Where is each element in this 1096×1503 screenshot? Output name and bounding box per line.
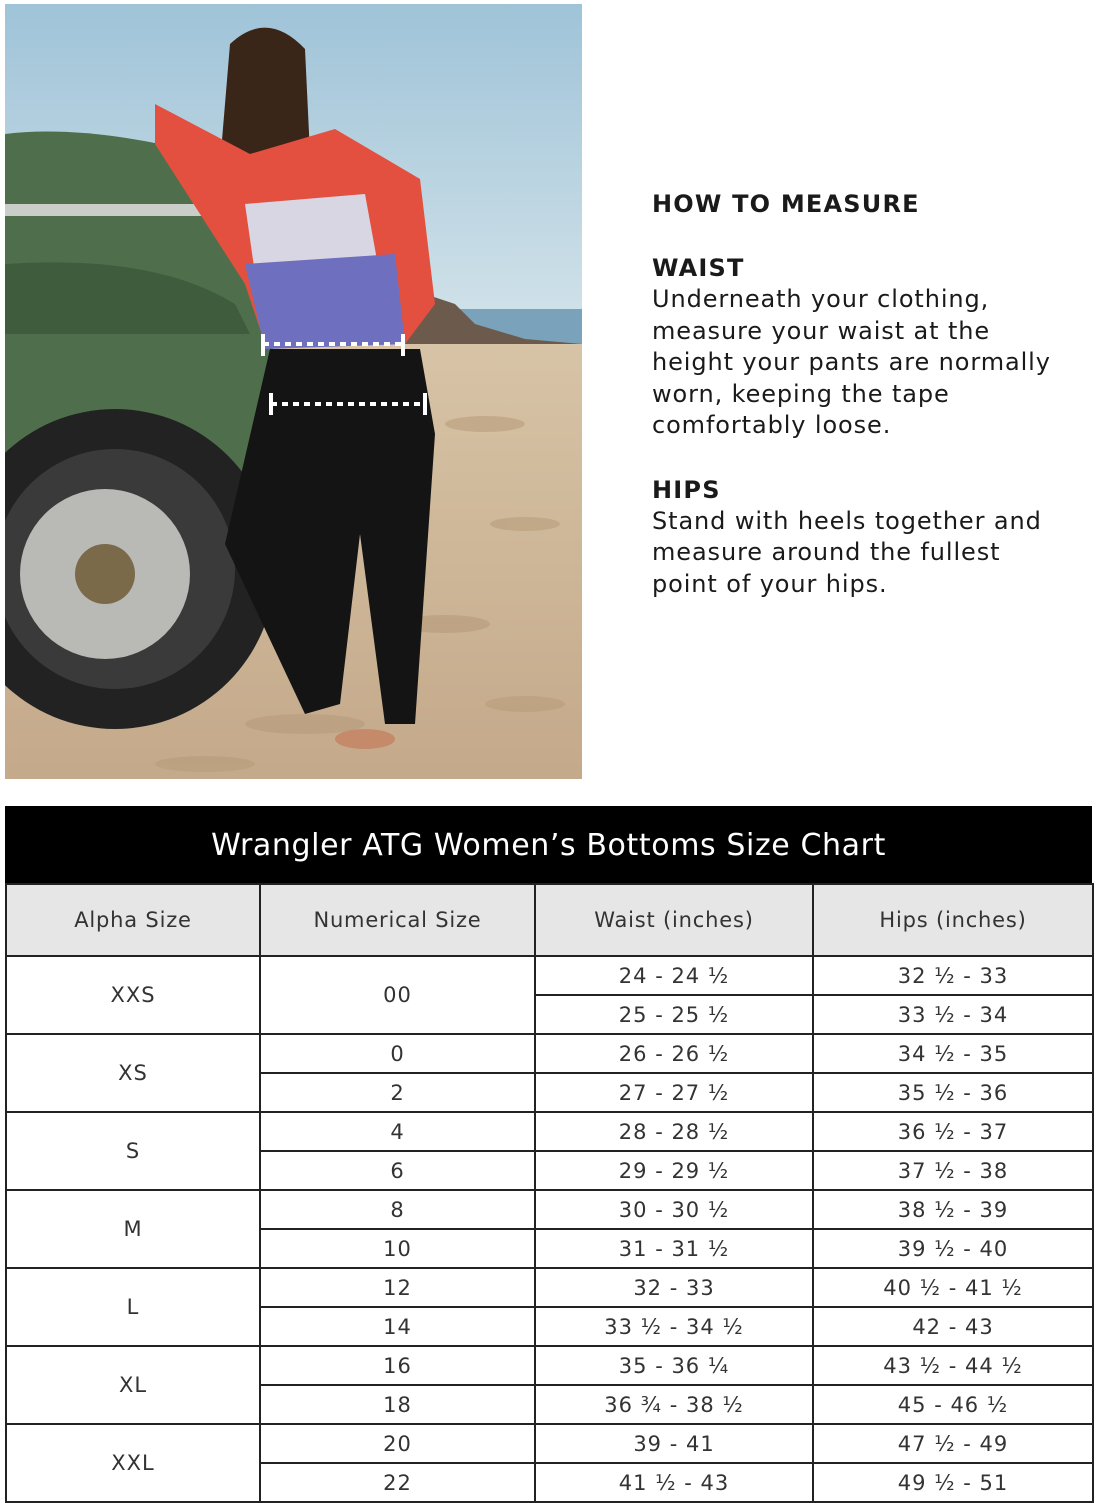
col-header-numerical: Numerical Size <box>260 884 535 956</box>
hips-cell: 37 ½ - 38 <box>813 1151 1093 1190</box>
waist-cell: 25 - 25 ½ <box>535 995 813 1034</box>
numerical-size-cell: 8 <box>260 1190 535 1229</box>
numerical-size-cell: 4 <box>260 1112 535 1151</box>
numerical-size-cell: 18 <box>260 1385 535 1424</box>
numerical-size-cell: 2 <box>260 1073 535 1112</box>
waist-cell: 31 - 31 ½ <box>535 1229 813 1268</box>
hips-line: Stand with heels together and <box>652 506 1042 535</box>
alpha-size-cell: XL <box>6 1346 260 1424</box>
table-row <box>6 956 1093 995</box>
table-row <box>6 1112 1093 1151</box>
hips-cell: 39 ½ - 40 <box>813 1229 1093 1268</box>
hips-cell: 47 ½ - 49 <box>813 1424 1093 1463</box>
col-header-hips: Hips (inches) <box>813 884 1093 956</box>
hips-cell: 34 ½ - 35 <box>813 1034 1093 1073</box>
table-row <box>6 1346 1093 1385</box>
numerical-size-cell: 10 <box>260 1229 535 1268</box>
alpha-size-cell: XXS <box>6 956 260 1034</box>
col-header-alpha: Alpha Size <box>6 884 260 956</box>
hips-cell: 38 ½ - 39 <box>813 1190 1093 1229</box>
hips-title: HIPS <box>652 475 721 504</box>
numerical-size-cell: 00 <box>260 956 535 1034</box>
waist-cell: 29 - 29 ½ <box>535 1151 813 1190</box>
hips-line: point of your hips. <box>652 569 888 598</box>
hips-cell: 42 - 43 <box>813 1307 1093 1346</box>
numerical-size-cell: 16 <box>260 1346 535 1385</box>
hips-cell: 32 ½ - 33 <box>813 956 1093 995</box>
model-photo <box>5 4 582 779</box>
waist-line: measure your waist at the <box>652 316 991 345</box>
waist-cell: 30 - 30 ½ <box>535 1190 813 1229</box>
waist-cell: 39 - 41 <box>535 1424 813 1463</box>
hips-cell: 40 ½ - 41 ½ <box>813 1268 1093 1307</box>
numerical-size-cell: 22 <box>260 1463 535 1502</box>
table-row <box>6 1424 1093 1463</box>
alpha-size-cell: XXL <box>6 1424 260 1502</box>
numerical-size-cell: 12 <box>260 1268 535 1307</box>
hips-cell: 45 - 46 ½ <box>813 1385 1093 1424</box>
how-to-measure-heading: HOW TO MEASURE <box>652 190 920 218</box>
waist-line: height your pants are normally <box>652 348 1051 376</box>
alpha-size-cell: XS <box>6 1034 260 1112</box>
numerical-size-cell: 14 <box>260 1307 535 1346</box>
table-row <box>6 1190 1093 1229</box>
waist-cell: 27 - 27 ½ <box>535 1073 813 1112</box>
waist-cell: 24 - 24 ½ <box>535 956 813 995</box>
size-chart-title: Wrangler ATG Women’s Bottoms Size Chart <box>5 806 1092 883</box>
table-row <box>6 1268 1093 1307</box>
waist-cell: 32 - 33 <box>535 1268 813 1307</box>
waist-cell: 35 - 36 ¼ <box>535 1346 813 1385</box>
table-row <box>6 1034 1093 1073</box>
waist-line: Underneath your clothing, <box>652 285 990 313</box>
waist-cell: 41 ½ - 43 <box>535 1463 813 1502</box>
hips-cell: 35 ½ - 36 <box>813 1073 1093 1112</box>
waist-line: comfortably loose. <box>652 411 892 439</box>
size-table <box>5 883 1094 1503</box>
waist-cell: 33 ½ - 34 ½ <box>535 1307 813 1346</box>
hips-line: measure around the fullest <box>652 538 1001 566</box>
numerical-size-cell: 20 <box>260 1424 535 1463</box>
waist-cell: 36 ¾ - 38 ½ <box>535 1385 813 1424</box>
how-to-measure <box>652 188 1082 600</box>
hips-cell: 43 ½ - 44 ½ <box>813 1346 1093 1385</box>
alpha-size-cell: L <box>6 1268 260 1346</box>
waist-cell: 28 - 28 ½ <box>535 1112 813 1151</box>
alpha-size-cell: S <box>6 1112 260 1190</box>
waist-line: worn, keeping the tape <box>652 379 950 408</box>
numerical-size-cell: 0 <box>260 1034 535 1073</box>
waist-cell: 26 - 26 ½ <box>535 1034 813 1073</box>
col-header-waist: Waist (inches) <box>535 884 813 956</box>
numerical-size-cell: 6 <box>260 1151 535 1190</box>
waist-title: WAIST <box>652 254 745 282</box>
photo-illustration <box>5 4 582 779</box>
hips-cell: 36 ½ - 37 <box>813 1112 1093 1151</box>
hips-cell: 33 ½ - 34 <box>813 995 1093 1034</box>
table-header-row <box>6 884 1093 956</box>
alpha-size-cell: M <box>6 1190 260 1268</box>
hips-cell: 49 ½ - 51 <box>813 1463 1093 1502</box>
size-chart <box>5 806 1092 1503</box>
